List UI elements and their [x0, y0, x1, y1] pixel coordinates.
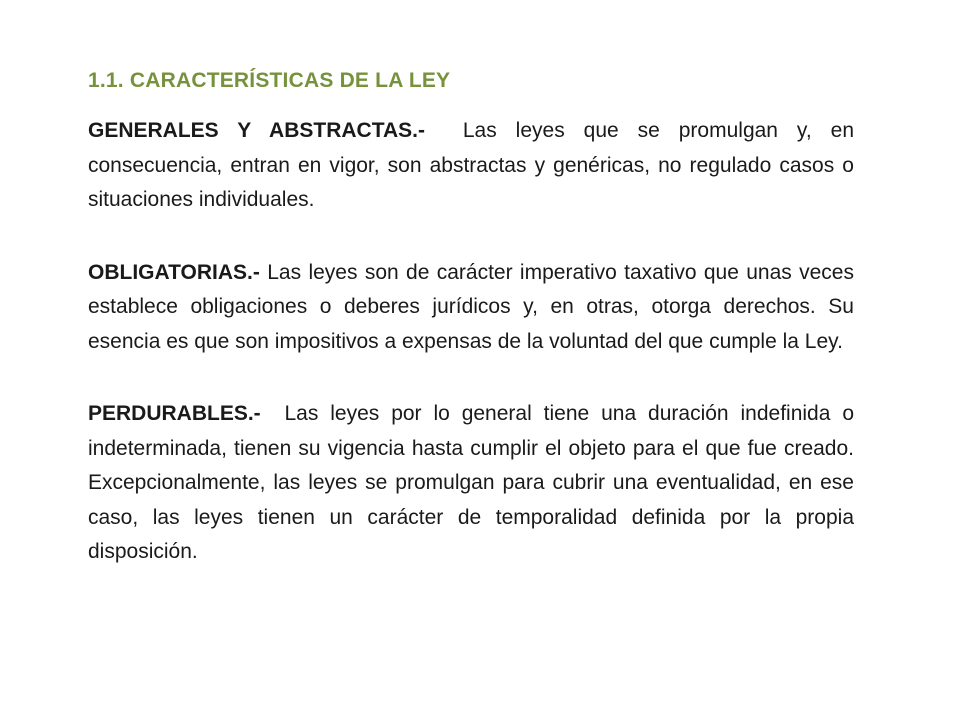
text-perdurables: Las leyes por lo general tiene una duración indefinida o indeterminada, tienen su vigencia hasta cumplir el objeto para el que fue creado. Excepcionalmente, las leyes se promulgan para cubrir una eventualidad, en ese caso, las leyes tienen un carácter de temporalidad definida por la propia disposición. — [88, 402, 854, 563]
slide-content — [88, 62, 854, 570]
text-obligatorias: Las leyes son de carácter imperativo taxativo que unas veces establece obligaciones o deberes jurídicos y, en otras, otorga derechos. Su esencia es que son impositivos a expensas de la voluntad del que cumple la Ley. — [88, 260, 854, 353]
text-generales: Las leyes que se promulgan y, en consecuencia, entran en vigor, son abstractas y genéricas, no regulado casos o situaciones individuales. — [88, 119, 854, 211]
section-title: 1.1. CARACTERÍSTICAS DE LA LEY — [88, 69, 451, 92]
paragraph-obligatorias — [88, 256, 854, 360]
term-generales: GENERALES Y ABSTRACTAS.- — [88, 119, 425, 142]
paragraph-perdurables — [88, 397, 854, 570]
term-perdurables: PERDURABLES.- — [88, 402, 261, 425]
paragraph-generales — [88, 114, 854, 218]
term-obligatorias: OBLIGATORIAS.- — [88, 260, 260, 284]
